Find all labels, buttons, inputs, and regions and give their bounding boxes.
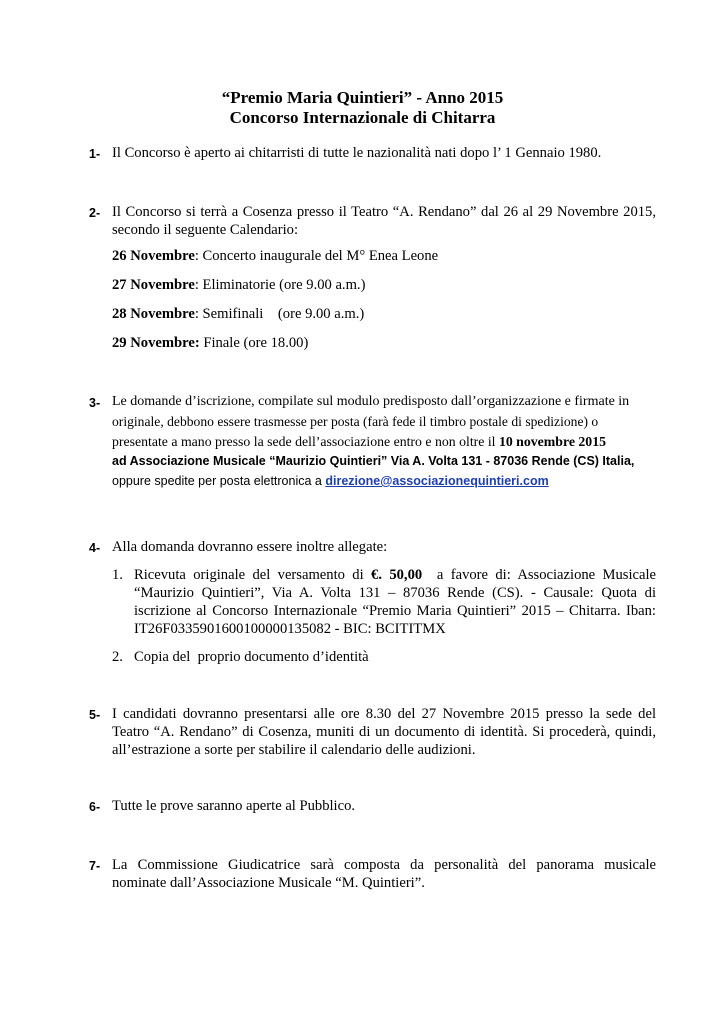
calendar-entry: [112, 277, 365, 294]
calendar-entry: [112, 335, 308, 352]
item-number: 4-: [89, 541, 101, 555]
calendar-date: 26 Novembre: [112, 248, 195, 264]
calendar-event: : Semifinali (ore 9.00 a.m.): [194, 306, 365, 322]
attachment-text: iscrizione al Concorso Internazionale “Premio Maria Quintieri” 2015 – Chitarra. Iban:: [134, 603, 656, 619]
attachment-text-part: Ricevuta originale del versamento di: [134, 567, 372, 583]
attachment-text: [134, 567, 656, 584]
item-text: Teatro “A. Rendano” di Cosenza, muniti di un documento di identità. Si procederà, quindi,: [112, 724, 656, 740]
calendar-date: 27 Novembre: [112, 277, 195, 293]
item-text: Alla domanda dovranno essere inoltre allegate:: [112, 539, 388, 555]
item-text-part: originale,: [112, 414, 164, 429]
item-text: [112, 474, 549, 489]
item-text: Il Concorso si terrà a Cosenza presso il Teatro “A. Rendano” dal 26 al 29 Novembre 2015,: [112, 204, 656, 220]
email-link[interactable]: direzione@associazionequintieri.com: [325, 474, 549, 488]
calendar-event: : Eliminatorie (ore 9.00 a.m.): [194, 277, 366, 293]
item-text: nominate dall’Associazione Musicale “M. Quintieri”.: [112, 875, 425, 891]
item-text: all’estrazione a sorte per stabilire il calendario delle audizioni.: [112, 742, 476, 758]
document-subtitle: Concorso Internazionale di Chitarra: [229, 108, 496, 127]
item-number: 6-: [89, 800, 101, 814]
calendar-event: : Concerto inaugurale del M° Enea Leone: [194, 248, 439, 264]
attachment-text: IT26F0335901600100000135082 - BIC: BCITITMX: [134, 621, 446, 637]
item-text: [112, 414, 598, 431]
calendar-date: 28 Novembre: [112, 306, 195, 322]
item-text: [112, 434, 606, 450]
item-number: 2-: [89, 206, 101, 220]
item-text-part: debbono essere trasmesse per posta (farà fede il timbro postale di spedizione) o: [163, 414, 599, 429]
item-text: Le domande d’iscrizione, compilate sul modulo predisposto dall’organizzazione e firmate in: [112, 394, 630, 409]
item-number: 3-: [89, 396, 101, 410]
item-text: La Commissione Giudicatrice sarà composta da personalità del panorama musicale: [112, 857, 656, 873]
item-number: 1-: [89, 147, 101, 161]
calendar-date: 29 Novembre:: [112, 335, 200, 351]
association-address: ad Associazione Musicale “Maurizio Quintieri” Via A. Volta 131 - 87036 Rende (CS) Italia,: [112, 454, 635, 468]
attachment-text-part: a favore di: Associazione Musicale: [422, 567, 656, 583]
calendar-event: Finale (ore 18.00): [199, 335, 309, 351]
item-number: 5-: [89, 708, 101, 722]
calendar-entry: [112, 248, 438, 265]
item-text: Tutte le prove saranno aperte al Pubblico.: [112, 798, 356, 814]
item-text-part: presentate a mano presso la sede dell’associazione entro e non oltre il: [112, 434, 499, 449]
fee-amount: €. 50,00: [371, 567, 423, 583]
item-text-part: oppure spedite per posta elettronica a: [112, 474, 326, 488]
attachment-text: “Maurizio Quintieri”, Via A. Volta 131 – 87036 Rende (CS). - Causale: Quota di: [134, 585, 656, 601]
attachment-text: Copia del proprio documento d’identità: [134, 649, 369, 665]
attachment-marker: 1.: [112, 567, 123, 583]
item-number: 7-: [89, 859, 101, 873]
document-title: “Premio Maria Quintieri” - Anno 2015: [221, 88, 504, 107]
item-text: I candidati dovranno presentarsi alle ore 8.30 del 27 Novembre 2015 presso la sede del: [112, 706, 656, 722]
attachment-marker: 2.: [112, 649, 123, 665]
item-text: secondo il seguente Calendario:: [112, 222, 299, 238]
item-text: Il Concorso è aperto ai chitarristi di tutte le nazionalità nati dopo l’ 1 Gennaio 1980.: [112, 145, 602, 161]
calendar-entry: [112, 306, 364, 323]
deadline-date: 10 novembre 2015: [498, 434, 606, 449]
